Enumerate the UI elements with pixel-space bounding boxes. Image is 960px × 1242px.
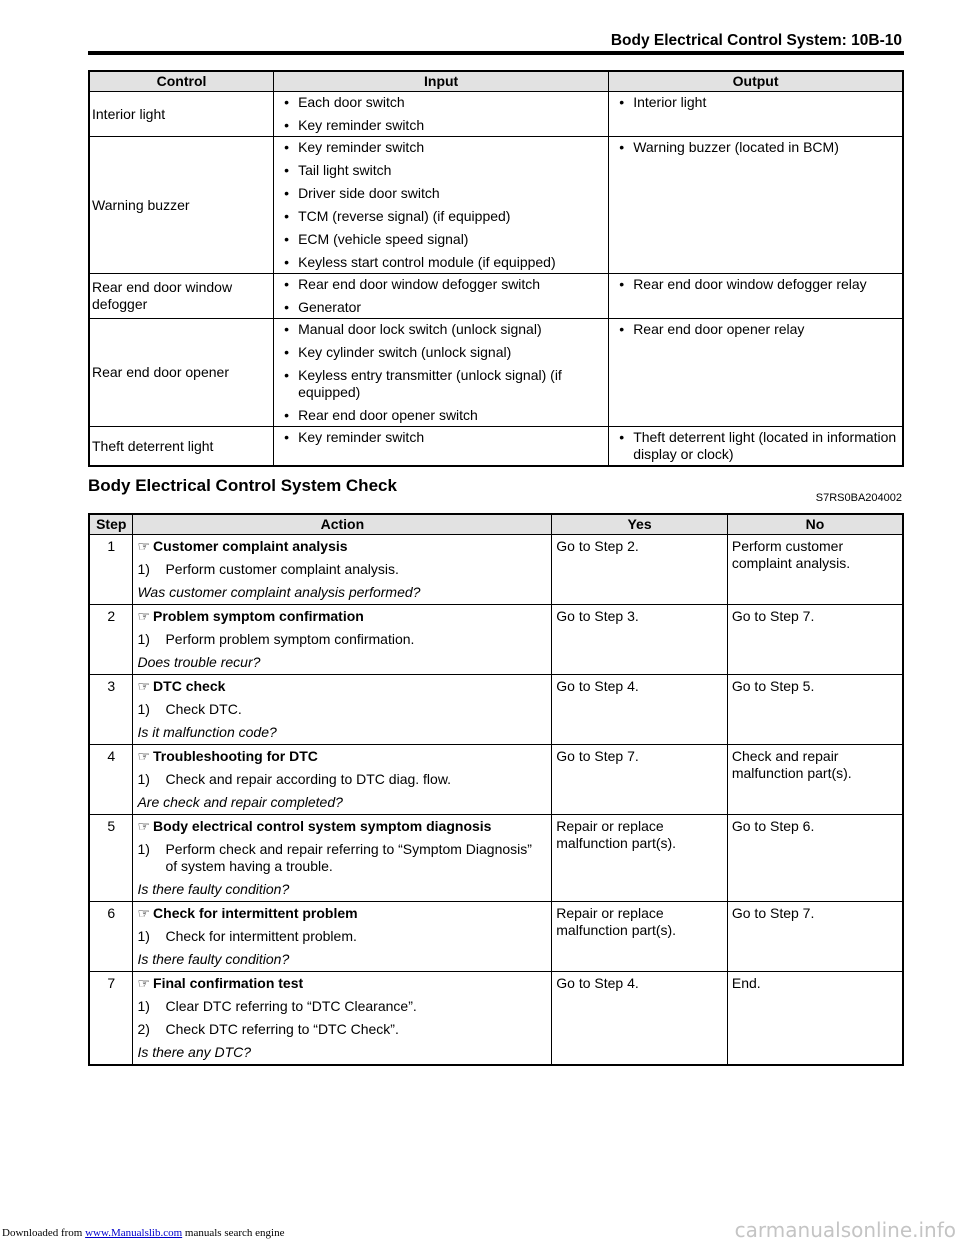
substep-text: Perform check and repair referring to “Symptom Diagnosis” of system having a trouble.	[165, 841, 532, 874]
output-list	[613, 276, 898, 293]
action-title-text: DTC check	[153, 678, 226, 694]
header-output: Output	[609, 71, 903, 92]
substep-number: 1)	[137, 701, 150, 717]
no-cell: Perform customer complaint analysis.	[727, 535, 903, 605]
yes-cell: Repair or replace malfunction part(s).	[552, 815, 728, 902]
footer-suffix: manuals search engine	[182, 1227, 285, 1239]
control-cell: Theft deterrent light	[89, 427, 274, 467]
substep-item	[137, 928, 547, 945]
control-table	[88, 70, 904, 467]
substep-text: Clear DTC referring to “DTC Clearance”.	[165, 998, 417, 1014]
section-title: Body Electrical Control System Check	[88, 476, 397, 495]
input-item: • ECM (vehicle speed signal)	[278, 231, 604, 248]
input-cell	[274, 274, 609, 319]
action-title	[137, 748, 547, 765]
yes-cell: Repair or replace malfunction part(s).	[552, 902, 728, 972]
action-question: Is there faulty condition?	[137, 881, 290, 897]
substep-list	[137, 701, 547, 718]
substep-text: Check for intermittent problem.	[165, 928, 357, 944]
output-item: • Theft deterrent light (located in information display or clock)	[613, 429, 898, 463]
input-item: • TCM (reverse signal) (if equipped)	[278, 208, 604, 225]
control-cell: Rear end door opener	[89, 319, 274, 427]
header-control: Control	[89, 71, 274, 92]
input-cell	[274, 137, 609, 274]
substep-number: 1)	[137, 771, 150, 787]
step-table	[88, 513, 904, 1066]
action-title	[137, 975, 547, 992]
control-row	[89, 92, 903, 137]
input-item: • Generator	[278, 299, 604, 316]
output-cell	[609, 427, 903, 467]
input-list	[278, 276, 604, 316]
output-list	[613, 321, 898, 338]
input-item: • Rear end door opener switch	[278, 407, 604, 424]
substep-list	[137, 841, 547, 875]
substep-list	[137, 561, 547, 578]
input-item: • Key reminder switch	[278, 429, 604, 446]
substep-number: 2)	[137, 1021, 150, 1037]
pointing-hand-icon: ☞	[137, 748, 151, 764]
input-cell	[274, 92, 609, 137]
no-cell: Go to Step 7.	[727, 902, 903, 972]
action-cell	[133, 745, 552, 815]
step-number: 6	[89, 902, 133, 972]
output-item: • Rear end door opener relay	[613, 321, 898, 338]
output-list	[613, 139, 898, 156]
header-no: No	[727, 514, 903, 535]
header-input: Input	[274, 71, 609, 92]
control-row	[89, 274, 903, 319]
input-item: • Tail light switch	[278, 162, 604, 179]
yes-cell: Go to Step 7.	[552, 745, 728, 815]
substep-text: Check DTC referring to “DTC Check”.	[165, 1021, 399, 1037]
no-cell: End.	[727, 972, 903, 1066]
substep-item	[137, 631, 547, 648]
input-item: • Rear end door window defogger switch	[278, 276, 604, 293]
pointing-hand-icon: ☞	[137, 905, 151, 921]
substep-number: 1)	[137, 998, 150, 1014]
action-question: Is there faulty condition?	[137, 951, 290, 967]
page-header-title: Body Electrical Control System: 10B-10	[610, 32, 902, 49]
action-title-text: Check for intermittent problem	[153, 905, 358, 921]
watermark: carmanualsonline.info	[734, 1218, 956, 1242]
no-cell: Check and repair malfunction part(s).	[727, 745, 903, 815]
input-list	[278, 321, 604, 424]
pointing-hand-icon: ☞	[137, 818, 151, 834]
action-title	[137, 818, 547, 835]
step-row	[89, 675, 903, 745]
step-number: 7	[89, 972, 133, 1066]
substep-number: 1)	[137, 561, 150, 577]
input-item: • Each door switch	[278, 94, 604, 111]
yes-cell: Go to Step 4.	[552, 675, 728, 745]
substep-item	[137, 998, 547, 1015]
footer-prefix: Downloaded from	[2, 1227, 86, 1239]
header-rule	[88, 51, 904, 55]
yes-cell: Go to Step 2.	[552, 535, 728, 605]
substep-text: Check DTC.	[165, 701, 242, 717]
step-number: 5	[89, 815, 133, 902]
action-cell	[133, 902, 552, 972]
header-step: Step	[89, 514, 133, 535]
control-table-header-row	[89, 71, 903, 92]
substep-text: Perform problem symptom confirmation.	[165, 631, 415, 647]
action-title-text: Problem symptom confirmation	[153, 608, 364, 624]
step-number: 2	[89, 605, 133, 675]
action-question: Does trouble recur?	[137, 654, 261, 670]
input-item: • Key cylinder switch (unlock signal)	[278, 344, 604, 361]
substep-item	[137, 841, 547, 875]
control-cell: Interior light	[89, 92, 274, 137]
action-cell	[133, 605, 552, 675]
input-cell	[274, 427, 609, 467]
header-action: Action	[133, 514, 552, 535]
substep-number: 1)	[137, 631, 150, 647]
input-item: • Manual door lock switch (unlock signal)	[278, 321, 604, 338]
substep-number: 1)	[137, 928, 150, 944]
yes-cell: Go to Step 3.	[552, 605, 728, 675]
action-title-text: Troubleshooting for DTC	[153, 748, 318, 764]
output-list	[613, 94, 898, 111]
step-table-header-row	[89, 514, 903, 535]
action-title	[137, 905, 547, 922]
header-yes: Yes	[552, 514, 728, 535]
pointing-hand-icon: ☞	[137, 538, 151, 554]
output-list	[613, 429, 898, 463]
substep-item	[137, 561, 547, 578]
pointing-hand-icon: ☞	[137, 678, 151, 694]
action-cell	[133, 815, 552, 902]
no-cell: Go to Step 7.	[727, 605, 903, 675]
action-question: Was customer complaint analysis performed?	[137, 584, 421, 600]
substep-item	[137, 771, 547, 788]
action-cell	[133, 535, 552, 605]
yes-cell: Go to Step 4.	[552, 972, 728, 1066]
action-title-text: Customer complaint analysis	[153, 538, 348, 554]
substep-text: Perform customer complaint analysis.	[165, 561, 399, 577]
input-item: • Driver side door switch	[278, 185, 604, 202]
input-list	[278, 429, 604, 446]
input-item: • Keyless start control module (if equipped)	[278, 254, 604, 271]
footer	[2, 1227, 284, 1239]
substep-text: Check and repair according to DTC diag. flow.	[165, 771, 452, 787]
input-list	[278, 139, 604, 271]
control-row	[89, 427, 903, 467]
pointing-hand-icon: ☞	[137, 975, 151, 991]
output-cell	[609, 319, 903, 427]
action-question: Is it malfunction code?	[137, 724, 277, 740]
substep-list	[137, 998, 547, 1038]
input-item: • Key reminder switch	[278, 117, 604, 134]
step-row	[89, 972, 903, 1066]
control-row	[89, 319, 903, 427]
output-cell	[609, 137, 903, 274]
no-cell: Go to Step 6.	[727, 815, 903, 902]
action-cell	[133, 675, 552, 745]
action-title	[137, 608, 547, 625]
step-number: 1	[89, 535, 133, 605]
input-cell	[274, 319, 609, 427]
substep-item	[137, 701, 547, 718]
step-row	[89, 902, 903, 972]
action-question: Are check and repair completed?	[137, 794, 343, 810]
step-row	[89, 745, 903, 815]
action-title	[137, 538, 547, 555]
step-number: 4	[89, 745, 133, 815]
input-item: • Key reminder switch	[278, 139, 604, 156]
substep-list	[137, 631, 547, 648]
action-title-text: Final confirmation test	[153, 975, 304, 991]
input-list	[278, 94, 604, 134]
pointing-hand-icon: ☞	[137, 608, 151, 624]
footer-link[interactable]: www.Manualslib.com	[85, 1227, 183, 1239]
output-cell	[609, 274, 903, 319]
output-cell	[609, 92, 903, 137]
action-title-text: Body electrical control system symptom diagnosis	[153, 818, 492, 834]
step-row	[89, 815, 903, 902]
step-number: 3	[89, 675, 133, 745]
step-row	[89, 605, 903, 675]
substep-list	[137, 771, 547, 788]
substep-item	[137, 1021, 547, 1038]
output-item: • Rear end door window defogger relay	[613, 276, 898, 293]
input-item: • Keyless entry transmitter (unlock signal) (if equipped)	[278, 367, 604, 401]
action-title	[137, 678, 547, 695]
step-row	[89, 535, 903, 605]
action-cell	[133, 972, 552, 1066]
control-cell: Warning buzzer	[89, 137, 274, 274]
output-item: • Interior light	[613, 94, 898, 111]
control-row	[89, 137, 903, 274]
action-question: Is there any DTC?	[137, 1044, 252, 1060]
substep-number: 1)	[137, 841, 150, 857]
output-item: • Warning buzzer (located in BCM)	[613, 139, 898, 156]
substep-list	[137, 928, 547, 945]
section-code: S7RS0BA204002	[815, 492, 902, 504]
control-cell: Rear end door window defogger	[89, 274, 274, 319]
no-cell: Go to Step 5.	[727, 675, 903, 745]
